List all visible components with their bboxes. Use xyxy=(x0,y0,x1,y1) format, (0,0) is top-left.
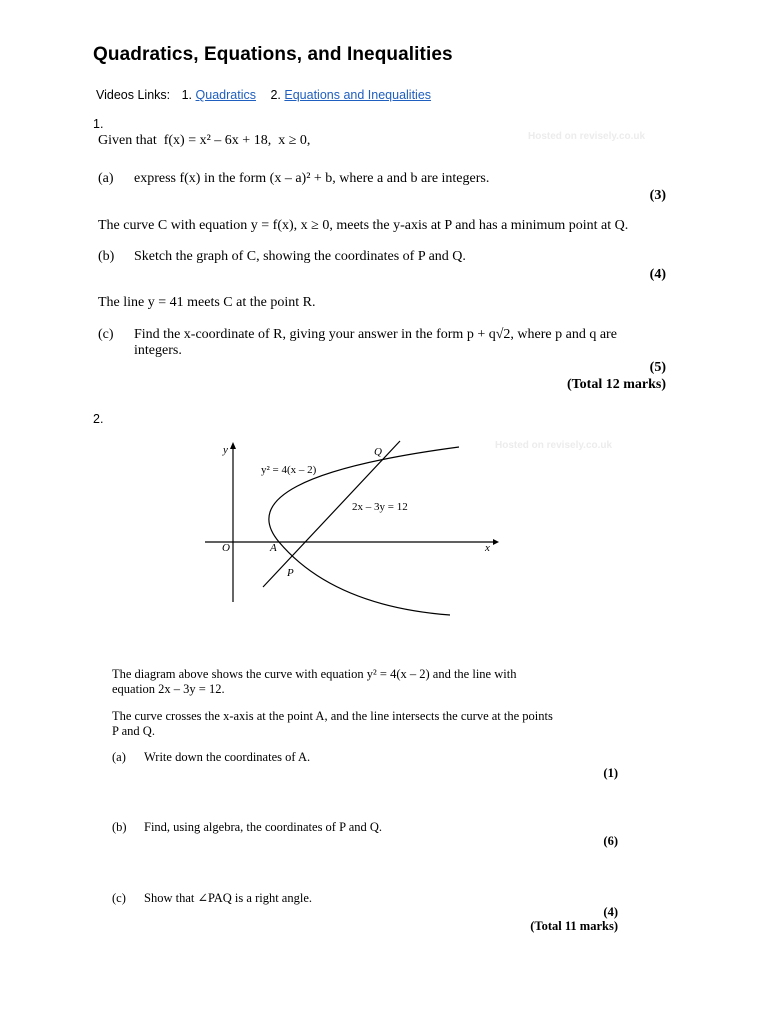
point-a-label: A xyxy=(270,542,277,554)
q2-part-c xyxy=(112,890,312,906)
q1-part-b-marks: (4) xyxy=(649,267,666,282)
video-links xyxy=(96,88,431,102)
q1-part-c xyxy=(98,327,617,343)
link-number-1: 1. xyxy=(181,88,193,102)
q2-part-b-text: Find, using algebra, the coordinates of P and Q. xyxy=(144,820,383,834)
y-axis-arrow xyxy=(230,442,236,449)
parabola-line-diagram xyxy=(195,435,505,620)
point-p-label: P xyxy=(287,567,294,579)
q1-given-function: f(x) = x² – 6x + 18, xyxy=(163,133,272,148)
q2-part-a-marks: (1) xyxy=(603,766,618,780)
q2-part-b-label: (b) xyxy=(112,820,127,834)
q2-part-a xyxy=(112,750,310,765)
x-axis-arrow xyxy=(493,539,499,545)
q1-part-a-marks: (3) xyxy=(649,188,666,203)
q1-part-c-text-1: Find the x-coordinate of R, giving your answer in the form p + q√2, where p and q are xyxy=(134,327,617,342)
quadratics-link[interactable]: Quadratics xyxy=(195,88,256,102)
curve-equation-label: y² = 4(x – 2) xyxy=(261,464,317,476)
q1-part-a-label: (a) xyxy=(98,171,114,186)
q1-given-condition: x ≥ 0, xyxy=(278,133,311,148)
q1-part-c-text-2: integers. xyxy=(134,343,182,358)
q2-part-b-marks: (6) xyxy=(603,834,618,848)
question-2-number: 2. xyxy=(93,412,104,426)
point-q-label: Q xyxy=(374,446,382,458)
q2-part-c-text: Show that ∠PAQ is a right angle. xyxy=(144,891,312,905)
q2-part-a-text: Write down the coordinates of A. xyxy=(144,750,311,764)
q1-curve-statement: The curve C with equation y = f(x), x ≥ 0, meets the y-axis at P and has a minimum point at Q. xyxy=(98,218,629,233)
q1-part-b-label: (b) xyxy=(98,249,115,264)
q1-line-statement: The line y = 41 meets C at the point R. xyxy=(98,295,316,310)
q2-description-1: The diagram above shows the curve with equation y² = 4(x – 2) and the line with xyxy=(112,667,517,681)
watermark: Hosted on revisely.co.uk xyxy=(528,131,646,142)
q1-part-c-marks: (5) xyxy=(649,360,666,375)
q2-part-c-marks: (4) xyxy=(603,905,618,919)
x-axis-label: x xyxy=(485,542,490,554)
q2-total-marks: (Total 11 marks) xyxy=(530,919,618,933)
q2-part-c-label: (c) xyxy=(112,891,126,905)
q2-description-2: equation 2x – 3y = 12. xyxy=(112,682,225,696)
q1-part-c-label: (c) xyxy=(98,327,114,342)
q2-crossing-2: P and Q. xyxy=(112,724,155,738)
straight-line xyxy=(263,441,400,587)
equations-inequalities-link[interactable]: Equations and Inequalities xyxy=(284,88,432,102)
line-equation-label: 2x – 3y = 12 xyxy=(352,501,408,513)
q2-crossing-1: The curve crosses the x-axis at the point A, and the line intersects the curve at the points xyxy=(112,709,553,723)
q1-given xyxy=(98,133,310,149)
question-1-number: 1. xyxy=(93,117,104,131)
q1-given-prefix: Given that xyxy=(98,133,157,148)
q1-total-marks: (Total 12 marks) xyxy=(566,377,666,392)
link-number-2: 2. xyxy=(270,88,281,102)
q1-part-a-text: express f(x) in the form (x – a)² + b, where a and b are integers. xyxy=(134,171,490,186)
q1-part-b-text: Sketch the graph of C, showing the coordinates of P and Q. xyxy=(134,249,466,264)
q2-part-a-label: (a) xyxy=(112,750,126,764)
page-title: Quadratics, Equations, and Inequalities xyxy=(93,44,453,65)
q1-part-a xyxy=(98,171,489,187)
q2-part-b xyxy=(112,820,382,835)
q1-part-b xyxy=(98,249,466,265)
video-links-label: Videos Links: xyxy=(96,88,171,102)
watermark-2: Hosted on revisely.co.uk xyxy=(495,440,613,451)
y-axis-label: y xyxy=(223,444,228,456)
origin-label: O xyxy=(222,542,230,554)
